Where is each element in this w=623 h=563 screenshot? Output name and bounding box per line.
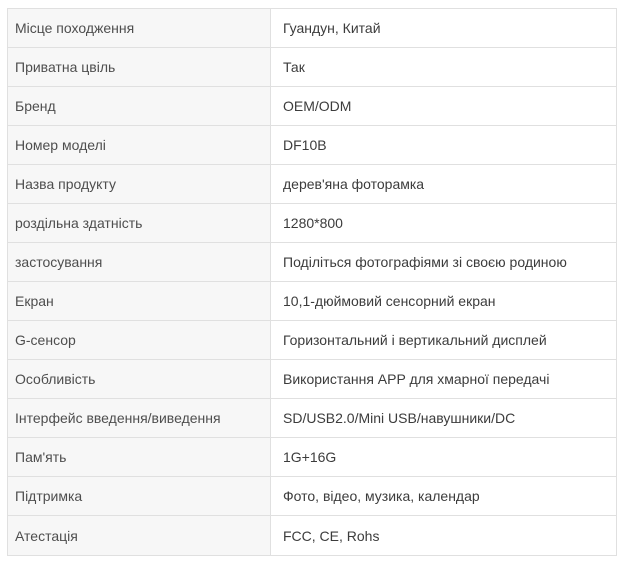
spec-label-cell: Особливість [8, 360, 271, 398]
spec-value-cell: DF10B [271, 126, 616, 164]
spec-value-cell: Використання APP для хмарної передачі [271, 360, 616, 398]
table-row [8, 48, 616, 87]
spec-label-cell: застосування [8, 243, 271, 281]
spec-value-cell: OEM/ODM [271, 87, 616, 125]
spec-table [7, 8, 617, 556]
table-row [8, 282, 616, 321]
spec-label-cell: Атестація [8, 516, 271, 555]
table-row [8, 516, 616, 555]
table-row [8, 243, 616, 282]
spec-label-cell: Місце походження [8, 9, 271, 47]
spec-label-cell: Пам'ять [8, 438, 271, 476]
spec-value-cell: 1280*800 [271, 204, 616, 242]
table-row [8, 204, 616, 243]
spec-value-cell: дерев'яна фоторамка [271, 165, 616, 203]
spec-label-cell: Екран [8, 282, 271, 320]
spec-label-cell: Бренд [8, 87, 271, 125]
spec-label-cell: роздільна здатність [8, 204, 271, 242]
table-row [8, 87, 616, 126]
spec-value-cell: Фото, відео, музика, календар [271, 477, 616, 515]
spec-value-cell: Гуандун, Китай [271, 9, 616, 47]
spec-value-cell: 1G+16G [271, 438, 616, 476]
spec-label-cell: Інтерфейс введення/виведення [8, 399, 271, 437]
spec-value-cell: Так [271, 48, 616, 86]
spec-label-cell: G-сенсор [8, 321, 271, 359]
table-row [8, 321, 616, 360]
spec-value-cell: 10,1-дюймовий сенсорний екран [271, 282, 616, 320]
table-row [8, 126, 616, 165]
table-row [8, 165, 616, 204]
spec-value-cell: FCC, CE, Rohs [271, 516, 616, 555]
spec-label-cell: Приватна цвіль [8, 48, 271, 86]
table-row [8, 360, 616, 399]
spec-label-cell: Підтримка [8, 477, 271, 515]
spec-value-cell: Поділіться фотографіями зі своєю родиною [271, 243, 616, 281]
table-row [8, 438, 616, 477]
table-row [8, 399, 616, 438]
table-row [8, 477, 616, 516]
spec-value-cell: Горизонтальний і вертикальний дисплей [271, 321, 616, 359]
table-row [8, 9, 616, 48]
spec-label-cell: Номер моделі [8, 126, 271, 164]
spec-label-cell: Назва продукту [8, 165, 271, 203]
spec-value-cell: SD/USB2.0/Mini USB/навушники/DC [271, 399, 616, 437]
